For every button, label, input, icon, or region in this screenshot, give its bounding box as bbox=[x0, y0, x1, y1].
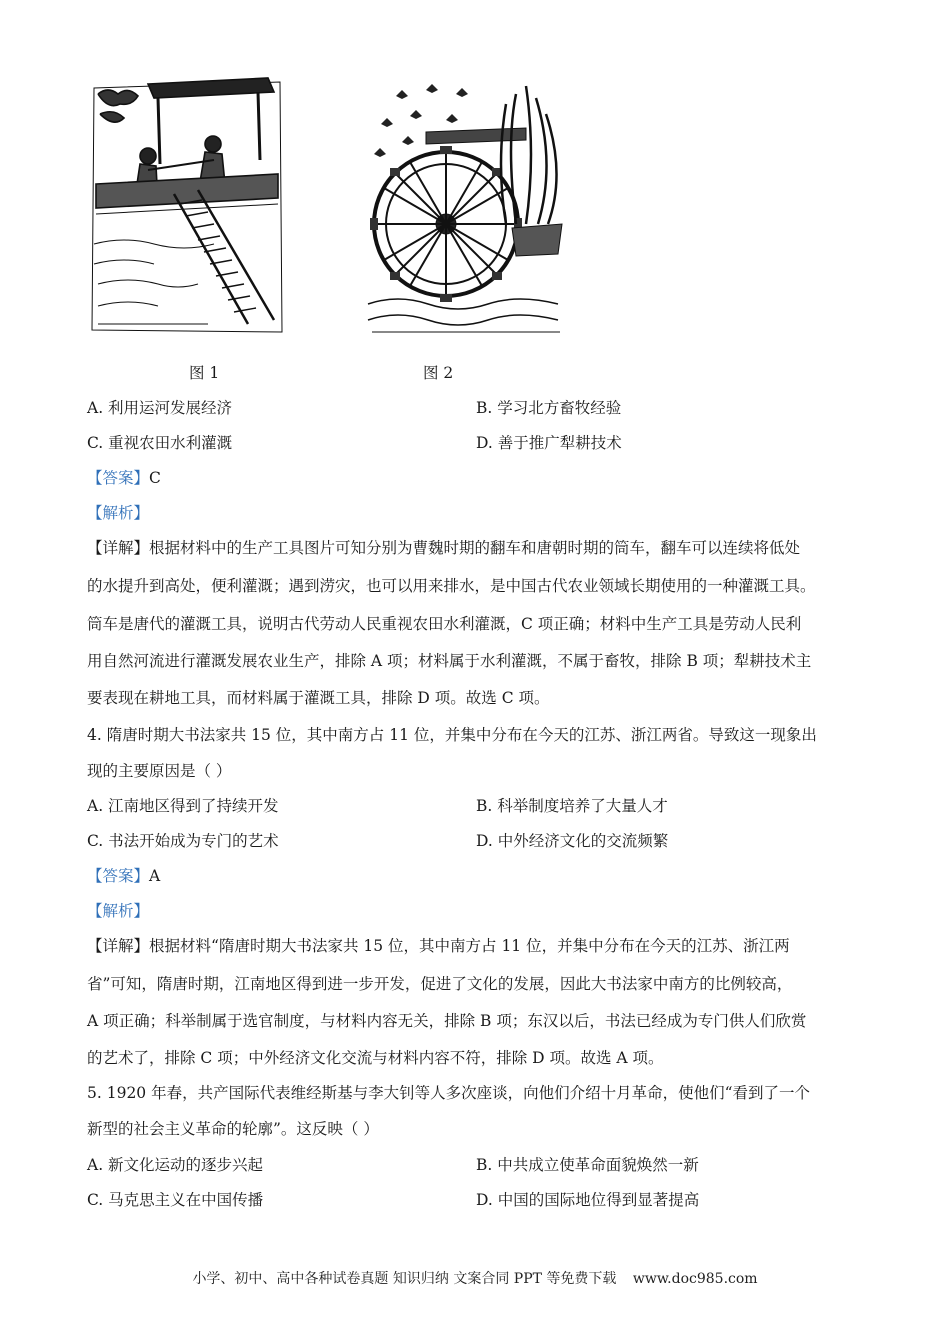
q4-detail-line-2: 省”可知，隋唐时期，江南地区得到进一步开发，促进了文化的发展，因此大书法家中南方的比例较高， bbox=[87, 975, 793, 993]
q5-stem-line-1: 5. 1920 年春，共产国际代表维经斯基与李大钊等人多次座谈，向他们介绍十月革命，使他们“看到了一个 bbox=[87, 1084, 811, 1102]
q4-detail-line-1: 【详解】根据材料“隋唐时期大书法家共 15 位，其中南方占 11 位，并集中分布在今天的江苏、浙江两 bbox=[87, 937, 790, 955]
q4-detail-line-4: 的艺术了，排除 C 项；中外经济文化交流与材料内容不符，排除 D 项。故选 A 项。 bbox=[87, 1049, 664, 1067]
q3-option-a: A. 利用运河发展经济 bbox=[87, 399, 233, 417]
q5-option-d: D. 中国的国际地位得到显著提高 bbox=[476, 1191, 700, 1209]
answer-value: A bbox=[149, 867, 161, 885]
footer-url-link[interactable]: www.doc985.com bbox=[632, 1271, 758, 1287]
q5-option-b: B. 中共成立使革命面貌焕然一新 bbox=[476, 1156, 699, 1174]
q3-detail-line-5: 要表现在耕地工具，而材料属于灌溉工具，排除 D 项。故选 C 项。 bbox=[87, 689, 550, 707]
q4-detail-line-3: A 项正确；科举制属于选官制度，与材料内容无关，排除 B 项；东汉以后，书法已经成为专门供人们欣赏 bbox=[87, 1012, 807, 1030]
q3-answer bbox=[87, 466, 161, 488]
page-footer bbox=[0, 1268, 950, 1288]
figure-1-caption: 图 1 bbox=[189, 364, 220, 382]
footer-text: 小学、初中、高中各种试卷真题 知识归纳 文案合同 PPT 等免费下载 bbox=[192, 1271, 617, 1287]
q4-stem-line-1: 4. 隋唐时期大书法家共 15 位，其中南方占 11 位，并集中分布在今天的江苏、浙江两省。导致这一现象出 bbox=[87, 726, 817, 744]
q3-analysis-tag: 【解析】 bbox=[87, 504, 150, 522]
q3-option-b: B. 学习北方畜牧经验 bbox=[476, 399, 622, 417]
q3-detail-line-3: 筒车是唐代的灌溉工具，说明古代劳动人民重视农田水利灌溉，C 项正确；材料中生产工具是劳动人民利 bbox=[87, 615, 802, 633]
q4-answer bbox=[87, 864, 160, 886]
answer-tag: 【答案】 bbox=[87, 469, 150, 487]
q4-option-a: A. 江南地区得到了持续开发 bbox=[87, 797, 279, 815]
figure-2-image bbox=[366, 84, 566, 336]
answer-value: C bbox=[149, 469, 161, 487]
q3-detail-line-4: 用自然河流进行灌溉发展农业生产，排除 A 项；材料属于水利灌溉，不属于畜牧，排除 B 项；犁耕技术主 bbox=[87, 652, 812, 670]
q5-option-a: A. 新文化运动的逐步兴起 bbox=[87, 1156, 264, 1174]
q3-option-d: D. 善于推广犁耕技术 bbox=[476, 434, 622, 452]
q5-stem-line-2: 新型的社会主义革命的轮廓”。这反映（ ） bbox=[87, 1120, 379, 1138]
q3-detail-line-2: 的水提升到高处，便利灌溉；遇到涝灾，也可以用来排水，是中国古代农业领域长期使用的一种灌溉工具。 bbox=[87, 577, 816, 595]
detail-tag: 【详解】 bbox=[87, 539, 150, 557]
answer-tag: 【答案】 bbox=[87, 867, 150, 885]
q4-analysis-tag: 【解析】 bbox=[87, 902, 150, 920]
figure-1-image bbox=[88, 74, 284, 336]
q3-option-c: C. 重视农田水利灌溉 bbox=[87, 434, 233, 452]
q5-option-c: C. 马克思主义在中国传播 bbox=[87, 1191, 264, 1209]
q4-option-d: D. 中外经济文化的交流频繁 bbox=[476, 832, 669, 850]
q4-option-b: B. 科举制度培养了大量人才 bbox=[476, 797, 668, 815]
figure-2-caption: 图 2 bbox=[423, 364, 454, 382]
q4-option-c: C. 书法开始成为专门的艺术 bbox=[87, 832, 279, 850]
q3-detail-line-1: 【详解】根据材料中的生产工具图片可知分别为曹魏时期的翻车和唐朝时期的筒车，翻车可以连续将低处 bbox=[87, 539, 801, 557]
q4-stem-line-2: 现的主要原因是（ ） bbox=[87, 762, 232, 780]
detail-tag: 【详解】 bbox=[87, 937, 150, 955]
